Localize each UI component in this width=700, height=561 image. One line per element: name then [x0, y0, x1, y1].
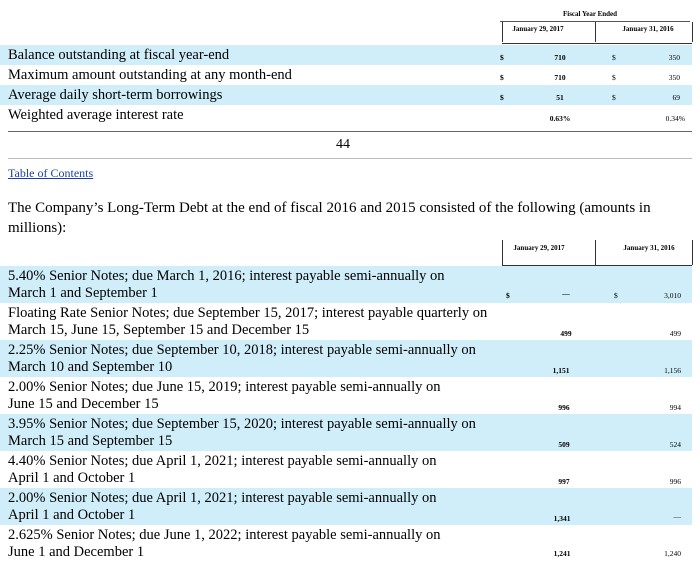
row-label: Weighted average interest rate	[8, 107, 184, 123]
row-label-line1: 2.25% Senior Notes; due September 10, 2018; interest payable semi-annually on	[8, 342, 476, 358]
value-2016: 994	[669, 403, 681, 412]
value-2017: 499	[560, 329, 572, 338]
value-2017: —	[562, 289, 570, 298]
value-2017: 509	[558, 440, 570, 449]
col-header-2016: January 31, 2016	[622, 25, 674, 33]
row-label: Balance outstanding at fiscal year-end	[8, 47, 230, 63]
row-label-line1: 4.40% Senior Notes; due April 1, 2021; interest payable semi-annually on	[8, 453, 437, 469]
value-2017: 0.63%	[549, 114, 571, 123]
fiscal-year-ended-header: Fiscal Year Ended	[562, 10, 618, 18]
value-2017: 1,241	[553, 549, 571, 558]
intro-paragraph: The Company’s Long-Term Debt at the end of fiscal 2016 and 2015 consisted of the following (amounts in millions):	[8, 200, 651, 236]
row-label-line1: 5.40% Senior Notes; due March 1, 2016; interest payable semi-annually on	[8, 268, 445, 284]
col-header-2017: January 29, 2017	[512, 25, 564, 33]
table-of-contents-link[interactable]: Table of Contents	[8, 166, 94, 180]
row-label-line1: 2.00% Senior Notes; due June 15, 2019; interest payable semi-annually on	[8, 379, 441, 395]
row-label-line2: April 1 and October 1	[8, 507, 136, 523]
row-label-line2: March 15, June 15, September 15 and December 15	[8, 322, 310, 338]
dollar-sign: $	[612, 93, 616, 102]
dollar-sign: $	[506, 291, 510, 300]
row-label-line1: 2.625% Senior Notes; due June 1, 2022; interest payable semi-annually on	[8, 527, 441, 543]
header-divider	[502, 22, 503, 42]
row-label-line2: March 1 and September 1	[8, 285, 158, 301]
value-2016: 69	[672, 93, 680, 102]
header-divider	[692, 22, 693, 42]
dollar-sign: $	[500, 93, 504, 102]
value-2016: 524	[669, 440, 681, 449]
value-2016: 499	[669, 329, 681, 338]
dollar-sign: $	[612, 73, 616, 82]
row-label-line2: June 15 and December 15	[8, 396, 159, 412]
dollar-sign: $	[500, 73, 504, 82]
page-rule	[8, 131, 692, 132]
row-label-line2: March 15 and September 15	[8, 433, 173, 449]
value-2016: 1,156	[664, 366, 681, 375]
value-2017: 996	[558, 403, 570, 412]
value-2016: 350	[668, 73, 680, 82]
row-label-line1: 3.95% Senior Notes; due September 15, 2020; interest payable semi-annually on	[8, 416, 476, 432]
value-2017: 51	[556, 93, 564, 102]
value-2017: 997	[558, 477, 570, 486]
col-header-2016: January 31, 2016	[623, 244, 675, 252]
row-label: Average daily short-term borrowings	[8, 87, 223, 103]
page-rule	[8, 158, 692, 159]
dollar-sign: $	[612, 53, 616, 62]
row-label-line2: April 1 and October 1	[8, 470, 136, 486]
value-2016: 996	[669, 477, 681, 486]
header-divider	[595, 240, 596, 265]
value-2017: 710	[554, 53, 566, 62]
dollar-sign: $	[500, 53, 504, 62]
row-label-line2: June 1 and December 1	[8, 544, 145, 560]
header-divider	[502, 240, 503, 265]
page-number: 44	[336, 137, 350, 152]
header-divider	[595, 22, 596, 42]
header-bottom-rule	[502, 43, 692, 44]
value-2017: 710	[554, 73, 566, 82]
header-divider	[692, 240, 693, 265]
value-2016: 350	[668, 53, 680, 62]
row-label-line1: 2.00% Senior Notes; due April 1, 2021; interest payable semi-annually on	[8, 490, 437, 506]
value-2017: 1,151	[552, 366, 570, 375]
dollar-sign: $	[614, 291, 618, 300]
row-label-line1: Floating Rate Senior Notes; due September 15, 2017; interest payable quarterly on	[8, 305, 488, 321]
value-2016: —	[673, 512, 681, 521]
value-2016: 0.34%	[665, 114, 685, 123]
row-label-line2: March 10 and September 10	[8, 359, 173, 375]
row-label: Maximum amount outstanding at any month-end	[8, 67, 292, 83]
value-2016: 3,010	[664, 291, 681, 300]
col-header-2017: January 29, 2017	[513, 244, 565, 252]
value-2016: 1,240	[664, 549, 681, 558]
value-2017: 1,341	[553, 514, 571, 523]
